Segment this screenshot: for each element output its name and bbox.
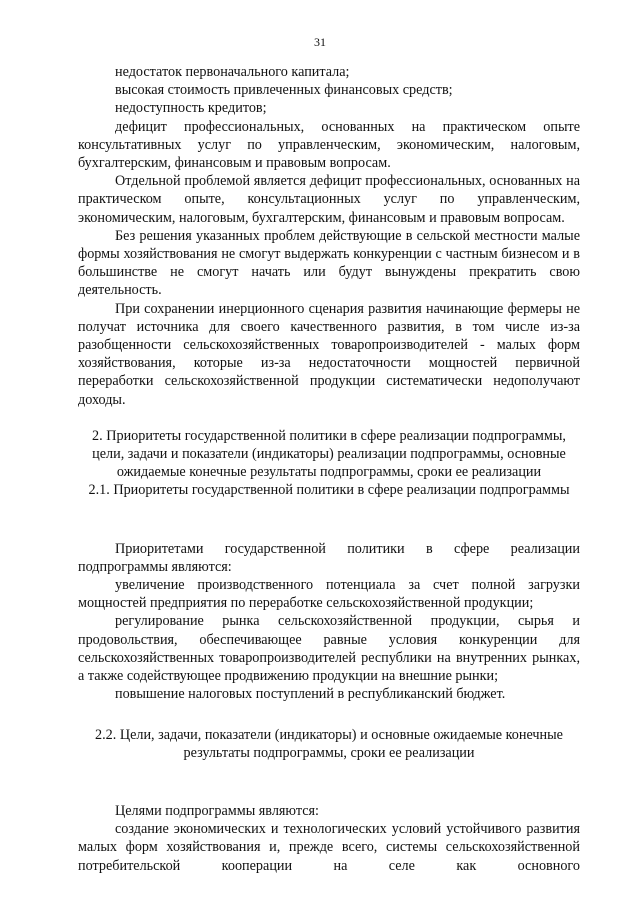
paragraph: Отдельной проблемой является дефицит профессиональных, основанных на практическом опыте, консультационных услуг по управленческим, экономическим, налоговым, бухгалтерским, финансовым и правовым вопросам. <box>78 173 580 226</box>
paragraph: повышение налоговых поступлений в республиканский бюджет. <box>115 686 506 703</box>
spacer <box>78 518 580 540</box>
page-number: 31 <box>314 35 326 49</box>
spacer <box>78 500 580 518</box>
paragraph: высокая стоимость привлеченных финансовых средств; <box>115 82 453 99</box>
document-body <box>78 63 580 875</box>
spacer <box>78 784 580 802</box>
paragraph: дефицит профессиональных, основанных на практическом опыте консультативных услуг по управленческим, экономическим, налоговым, бухгалтерским, финансовым и правовым вопросам. <box>78 118 580 172</box>
subsection-heading: 2.2. Цели, задачи, показатели (индикаторы) и основные ожидаемые конечные результаты подпрограммы, сроки ее реализации <box>95 726 563 761</box>
paragraph: увеличение производственного потенциала за счет полной загрузки мощностей предприятия по переработке сельскохозяйственной продукции; <box>78 577 580 612</box>
subsection-heading: 2.1. Приоритеты государственной политики в сфере реализации подпрограммы <box>88 482 570 499</box>
spacer <box>78 704 580 726</box>
spacer <box>78 762 580 784</box>
paragraph: Приоритетами государственной политики в сфере реализации подпрограммы являются: <box>78 540 580 575</box>
paragraph: Без решения указанных проблем действующие в сельской местности малые формы хозяйствования не смогут выдержать конкуренции с частным бизнесом и в большинстве не смогут начать или будут вынуждены прекратить свою деятельность. <box>78 227 580 299</box>
paragraph: При сохранении инерционного сценария развития начинающие фермеры не получат источника для своего качественного развития, в том числе из-за разобщенности сельскохозяйственных товаропроизводителей - малых форм хозяйствования, которые из-за недостаточности мощностей первичной переработки сельскохозяйственной продукции систематически недополучают доходы. <box>78 300 580 408</box>
spacer <box>78 409 580 427</box>
paragraph: недостаток первоначального капитала; <box>115 64 350 80</box>
paragraph: создание экономических и технологических условий устойчивого развития малых форм хозяйствования и, прежде всего, системы сельскохозяйственной потребительской кооперации на селе как основного <box>78 821 580 874</box>
paragraph: Целями подпрограммы являются: <box>115 802 319 819</box>
paragraph: недоступность кредитов; <box>115 100 267 117</box>
paragraph: регулирование рынка сельскохозяйственной продукции, сырья и продовольствия, обеспечивающее равные условия конкуренции для сельскохозяйственных товаропроизводителей республики на внутренних рынках, а также содействующее продвижению продукции на внешние рынки; <box>78 613 580 685</box>
section-heading: 2. Приоритеты государственной политики в сфере реализации подпрограммы, цели, задачи и показатели (индикаторы) реализации подпрограммы, основные ожидаемые конечные результаты подпрограммы, сроки ее реализации <box>92 427 566 481</box>
